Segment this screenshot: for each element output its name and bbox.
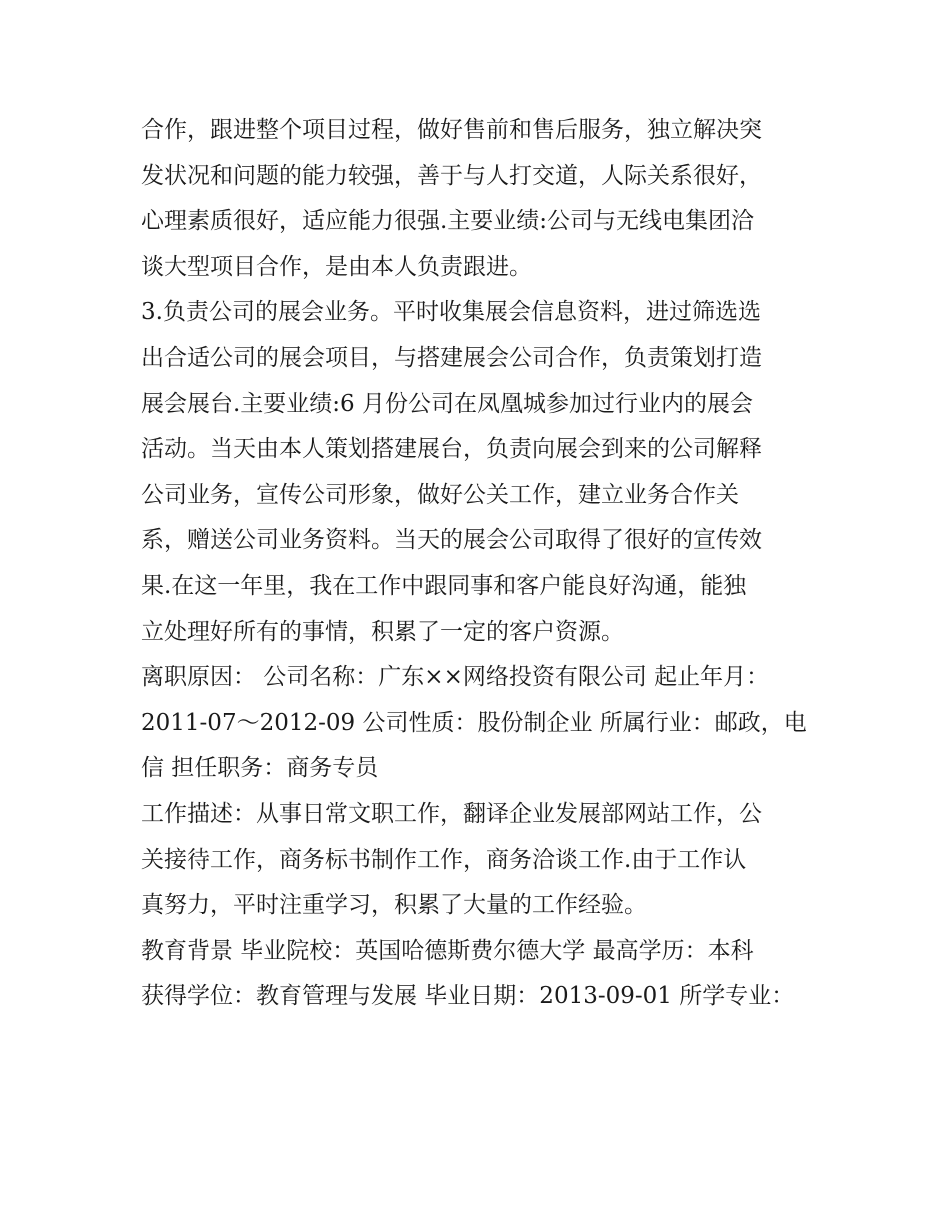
text-line: 信 担任职务：商务专员 [141,755,379,782]
text-line: 立处理好所有的事情，积累了一定的客户资源。 [141,618,624,645]
text-line: 果.在这一年里，我在工作中跟同事和客户能良好沟通，能独 [141,572,747,599]
text-line: 活动。当天由本人策划搭建展台，负责向展会到来的公司解释 [141,436,762,463]
text-line: 心理素质很好，适应能力很强.主要业绩:公司与无线电集团洽 [141,208,755,235]
text-line: 教育背景 毕业院校：英国哈德斯费尔德大学 最高学历：本科 [141,937,754,964]
text-line: 离职原因： 公司名称：广东××网络投资有限公司 起止年月： [141,664,770,691]
document-body [141,108,821,1020]
text-line: 公司业务，宣传公司形象，做好公关工作，建立业务合作关 [141,481,739,508]
text-line: 关接待工作，商务标书制作工作，商务洽谈工作.由于工作认 [141,846,747,873]
text-line: 出合适公司的展会项目，与搭建展会公司合作，负责策划打造 [141,344,762,371]
text-line: 发状况和问题的能力较强，善于与人打交道，人际关系很好， [141,162,762,189]
text-line: 系，赠送公司业务资料。当天的展会公司取得了很好的宣传效 [141,527,762,554]
text-line: 展会展台.主要业绩:6 月份公司在凤凰城参加过行业内的展会 [141,390,754,417]
text-line: 真努力，平时注重学习，积累了大量的工作经验。 [141,892,647,919]
text-line: 3.负责公司的展会业务。平时收集展会信息资料，进过筛选选 [141,299,761,326]
text-line: 2011-07～2012-09 公司性质：股份制企业 所属行业：邮政，电 [141,709,807,736]
text-line: 工作描述：从事日常文职工作，翻译企业发展部网站工作，公 [141,800,762,827]
text-line: 合作，跟进整个项目过程，做好售前和售后服务，独立解决突 [141,117,762,143]
text-line: 谈大型项目合作，是由本人负责跟进。 [141,253,532,280]
text-line: 获得学位：教育管理与发展 毕业日期：2013-09-01 所学专业： [141,983,795,1010]
